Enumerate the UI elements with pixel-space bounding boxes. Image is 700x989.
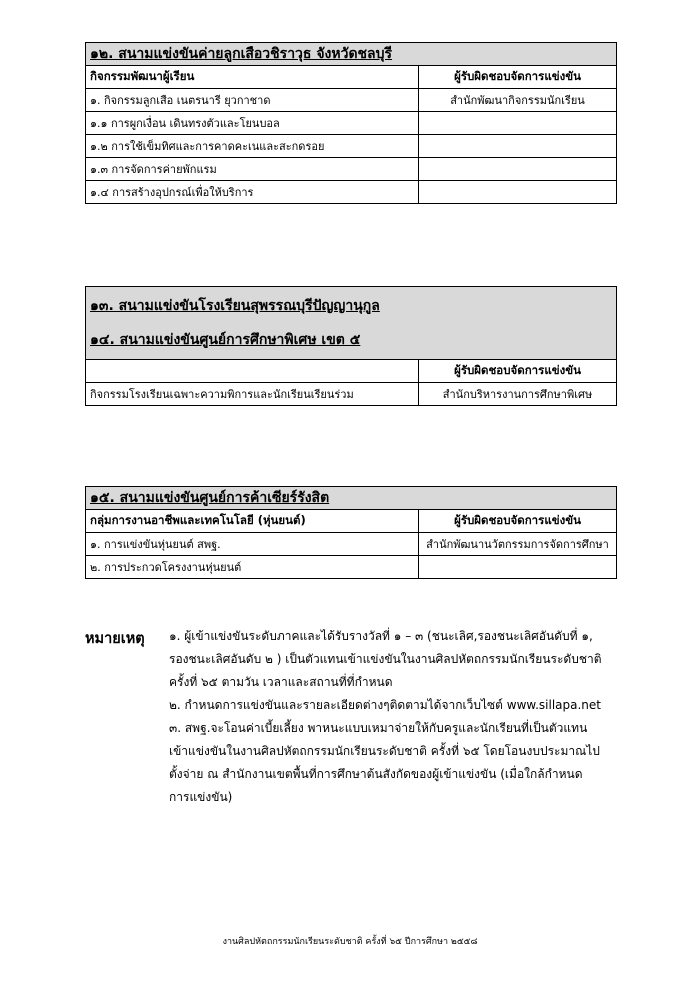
row-activity: ๒. การประกวดโครงงานหุ่นยนต์ — [86, 556, 419, 579]
section-13-header-responsible: ผู้รับผิดชอบจัดการแข่งขัน — [419, 360, 617, 383]
section-15-table — [85, 486, 617, 579]
remark-line: ๒. กำหนดการแข่งขันและรายละเอียดต่างๆติดตามได้จากเว็บไซต์ www.sillapa.net — [169, 698, 601, 712]
row-responsible: สำนักพัฒนากิจกรรมนักเรียน — [419, 89, 617, 112]
remarks-lines — [169, 625, 647, 809]
remarks-label: หมายเหตุ — [85, 631, 145, 647]
row-activity: ๑.๒ การใช้เข็มทิศและการคาดคะเนและสะกดรอย — [86, 135, 419, 158]
section-12-header-responsible: ผู้รับผิดชอบจัดการแข่งขัน — [419, 66, 617, 89]
page-footer: งานศิลปหัตถกรรมนักเรียนระดับชาติ ครั้งที่ ๖๕ ปีการศึกษา ๒๕๕๘ — [222, 937, 478, 947]
row-activity: ๑.๓ การจัดการค่ายพักแรม — [86, 158, 419, 181]
row-responsible: สำนักบริหารงานการศึกษาพิเศษ — [419, 383, 617, 406]
remark-line: เข้าแข่งขันในงานศิลปหัตถกรรมนักเรียนระดับชาติ ครั้งที่ ๖๕ โดยโอนงบประมาณไป — [169, 744, 600, 758]
row-activity: ๑.๔ การสร้างอุปกรณ์เพื่อให้บริการ — [86, 181, 419, 204]
section-12-table — [85, 42, 617, 204]
table-row — [86, 89, 617, 112]
table-row — [86, 533, 617, 556]
remark-line: ๑. ผู้เข้าแข่งขันระดับภาคและได้รับรางวัลที่ ๑ – ๓ (ชนะเลิศ,รองชนะเลิศอันดับที่ ๑, — [169, 629, 593, 643]
remark-line: ครั้งที่ ๖๕ ตามวัน เวลาและสถานที่ที่กำหนด — [169, 675, 393, 689]
section-13-title-cell — [86, 287, 617, 360]
table-row — [86, 158, 617, 181]
section-12-header-activity: กิจกรรมพัฒนาผู้เรียน — [86, 66, 419, 89]
table-row — [86, 181, 617, 204]
section-13-table — [85, 286, 617, 406]
table-row — [86, 383, 617, 406]
section-13-header-activity — [86, 360, 419, 383]
row-responsible — [419, 181, 617, 204]
section-15-header-activity: กลุ่มการงานอาชีพและเทคโนโลยี (หุ่นยนต์) — [86, 510, 419, 533]
section-15-header-responsible: ผู้รับผิดชอบจัดการแข่งขัน — [419, 510, 617, 533]
section-12-title: ๑๒. สนามแข่งขันค่ายลูกเสือวชิราวุธ จังหวัดชลบุรี — [86, 43, 617, 66]
section-15-title: ๑๕. สนามแข่งขันศูนย์การค้าเซียร์รังสิต — [86, 487, 617, 510]
row-activity: ๑. กิจกรรมลูกเสือ เนตรนารี ยุวกาชาด — [86, 89, 419, 112]
row-responsible: สำนักพัฒนานวัตกรรมการจัดการศึกษา — [419, 533, 617, 556]
section-13-title: ๑๓. สนามแข่งขันโรงเรียนสุพรรณบุรีปัญญานุกูล — [90, 298, 380, 314]
remark-line: ๓. สพฐ.จะโอนค่าเบี้ยเลี้ยง พาหนะแบบเหมาจ่ายให้กับครูและนักเรียนที่เป็นตัวแทน — [169, 721, 588, 735]
table-row — [86, 556, 617, 579]
remark-line: ตั้งจ่าย ณ สำนักงานเขตพื้นที่การศึกษาต้นสังกัดของผู้เข้าแข่งขัน (เมื่อใกล้กำหนด — [169, 767, 583, 781]
row-responsible — [419, 135, 617, 158]
table-row — [86, 135, 617, 158]
row-activity: กิจกรรมโรงเรียนเฉพาะความพิการและนักเรียนเรียนร่วม — [86, 383, 419, 406]
row-activity: ๑.๑ การผูกเงื่อน เดินทรงตัวและโยนบอล — [86, 112, 419, 135]
row-activity: ๑. การแข่งขันหุ่นยนต์ สพฐ. — [86, 533, 419, 556]
remark-line: รองชนะเลิศอันดับ ๒ ) เป็นตัวแทนเข้าแข่งขันในงานศิลปหัตถกรรมนักเรียนระดับชาติ — [169, 652, 602, 666]
row-responsible — [419, 112, 617, 135]
section-14-title: ๑๔. สนามแข่งขันศูนย์การศึกษาพิเศษ เขต ๕ — [90, 332, 361, 348]
row-responsible — [419, 158, 617, 181]
table-row — [86, 112, 617, 135]
row-responsible — [419, 556, 617, 579]
remark-line: การแข่งขัน) — [169, 790, 233, 804]
